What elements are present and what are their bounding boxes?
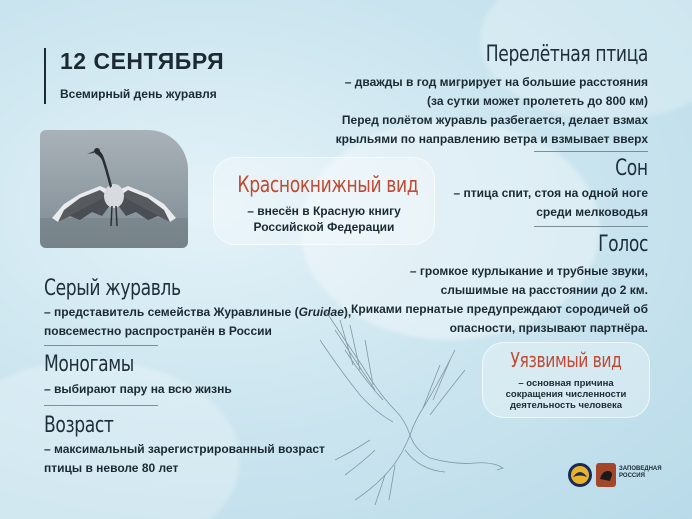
- reserve-logo-text-line: ЗАПОВЕДНАЯ: [619, 466, 662, 472]
- vulnerable-text-line: – основная причина: [518, 378, 614, 389]
- divider: [44, 345, 158, 346]
- migratory-title: Перелётная птица: [485, 42, 648, 67]
- voice-text-line: слышимые на расстоянии до 2 км.: [440, 283, 648, 297]
- reserve-logo-text-line: РОССИЯ: [619, 473, 645, 479]
- sleep-text-line: среди мелководья: [536, 205, 648, 219]
- species-title: Серый журавль: [44, 276, 181, 301]
- sleep-text: [348, 184, 648, 222]
- reserve-logo-text: [619, 466, 662, 480]
- voice-text-line: – громкое курлыкание и трубные звуки,: [409, 264, 648, 278]
- monogamy-title: Моногамы: [44, 352, 134, 377]
- divider: [534, 226, 648, 227]
- page-title: 12 СЕНТЯБРЯ: [60, 48, 225, 74]
- migratory-text: [318, 73, 648, 149]
- species-text-part: – представитель семейства Журавлиные (: [44, 305, 299, 319]
- logos: [567, 458, 662, 492]
- reserve-emblem-icon: [567, 462, 593, 488]
- voice-text-line: опасности, призывают партнёра.: [449, 321, 648, 335]
- species-latin-name: Gruidae: [298, 305, 344, 319]
- monogamy-text: – выбирают пару на всю жизнь: [44, 382, 232, 396]
- vulnerable-text-line: сокращения численности: [505, 389, 627, 400]
- voice-title: Голос: [598, 232, 648, 257]
- red-book-text-line: – внесён в Красную книгу: [247, 204, 401, 218]
- age-title: Возраст: [44, 413, 114, 438]
- sleep-title: Сон: [615, 156, 648, 181]
- divider: [44, 405, 158, 406]
- migratory-text-line: (за сутки может пролететь до 800 км): [427, 94, 648, 108]
- page-subtitle: Всемирный день журавля: [60, 87, 217, 101]
- age-text-line: – максимальный зарегистрированный возраст: [44, 442, 325, 456]
- date-header: [44, 48, 224, 104]
- voice-text-line: Криками пернатые предупреждают сородичей об: [351, 302, 648, 316]
- migratory-text-line: Перед полётом журавль разбегается, делает взмах: [341, 113, 648, 127]
- species-text-part: ),: [343, 305, 352, 319]
- migratory-text-line: крыльями по направлению ветра и взмывает вверх: [335, 132, 648, 146]
- reserve-bear-icon: [596, 463, 616, 487]
- red-book-title: Краснокнижный вид: [237, 173, 419, 198]
- crane-line-art: [305, 300, 515, 519]
- age-text: [44, 440, 344, 478]
- sleep-text-line: – птица спит, стоя на одной ноге: [453, 186, 648, 200]
- vulnerable-title: Уязвимый вид: [510, 348, 622, 372]
- divider: [534, 151, 648, 152]
- migratory-text-line: – дважды в год мигрирует на большие расстояния: [344, 75, 648, 89]
- crane-photo-image: [40, 130, 188, 248]
- species-text-line: повсеместно распространён в России: [44, 324, 272, 338]
- crane-photo: [40, 130, 188, 248]
- age-text-line: птицы в неволе 80 лет: [44, 461, 179, 475]
- red-book-text-line: Российской Федерации: [253, 220, 395, 234]
- vulnerable-text-line: деятельность человека: [509, 400, 623, 411]
